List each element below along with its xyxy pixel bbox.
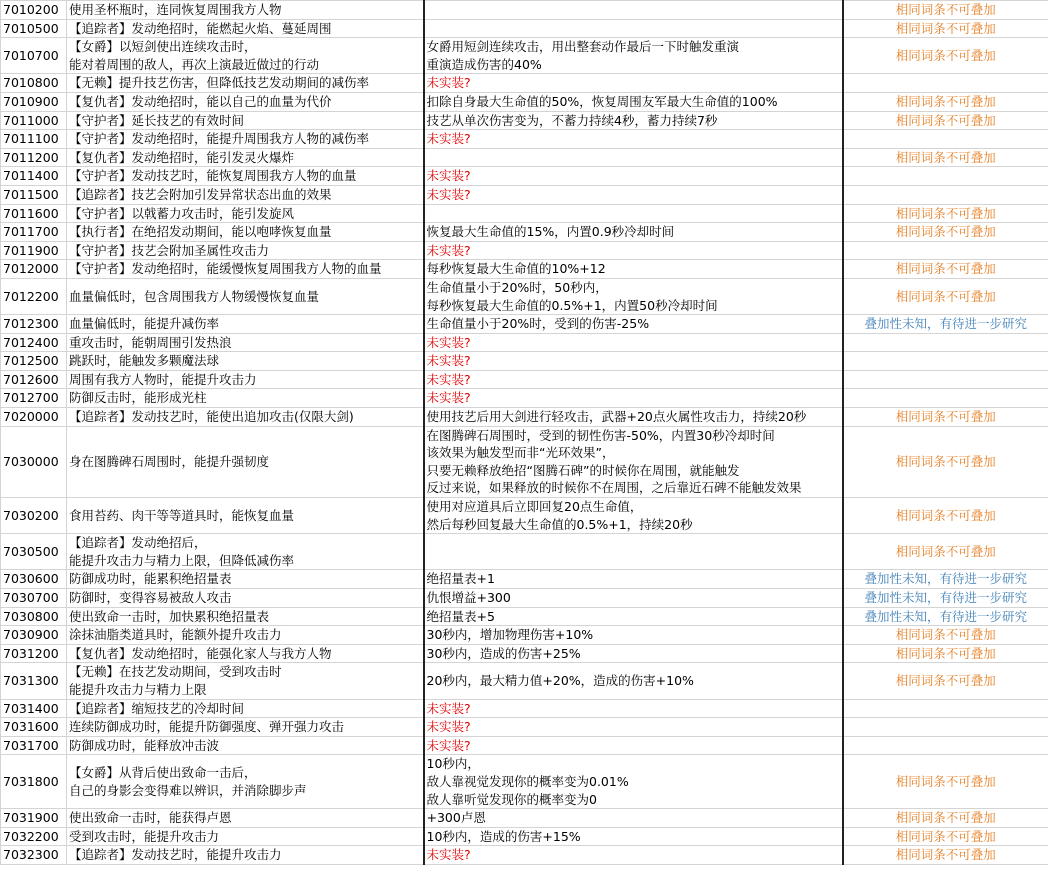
description-line: 涂抹油脂类道具时，能额外提升攻击力: [69, 627, 282, 643]
cell-description[interactable]: [67, 570, 424, 589]
description-line: 能提升攻击力与精力上限，但降低减伤率: [69, 552, 295, 568]
cell-stacking-note[interactable]: 相同词条不可叠加: [843, 111, 1048, 130]
cell-description[interactable]: [67, 278, 424, 314]
cell-effect[interactable]: [424, 223, 843, 242]
table-row: [1, 204, 1048, 223]
cell-description[interactable]: [67, 38, 424, 74]
cell-stacking-note[interactable]: [843, 333, 1048, 352]
cell-stacking-note[interactable]: 相同词条不可叠加: [843, 92, 1048, 111]
cell-description[interactable]: [67, 167, 424, 186]
cell-description[interactable]: [67, 736, 424, 755]
effect-line: 20秒内，最大精力值+20%，造成的伤害+10%: [426, 673, 694, 689]
table-row: [1, 352, 1048, 371]
table-row: [1, 589, 1048, 608]
cell-description[interactable]: [67, 111, 424, 130]
cell-id[interactable]: 7012400: [1, 333, 67, 352]
cell-stacking-note[interactable]: [843, 167, 1048, 186]
description-line: 自己的身影会变得难以辨识，并消除脚步声: [69, 782, 307, 798]
effect-line: 在图腾碑石周围时，受到的韧性伤害-50%，内置30秒冷却时间: [426, 427, 775, 443]
cell-description[interactable]: [67, 315, 424, 334]
cell-effect[interactable]: [424, 130, 843, 149]
cell-description[interactable]: [67, 626, 424, 645]
cell-effect[interactable]: [424, 333, 843, 352]
effect-line: 女爵用短剑连续攻击，用出整套动作最后一下时触发重演: [426, 39, 740, 55]
cell-description[interactable]: [67, 352, 424, 371]
description-line: 防御成功时，能累积绝招量表: [69, 571, 232, 587]
cell-id[interactable]: 7011400: [1, 167, 67, 186]
cell-id[interactable]: 7032200: [1, 827, 67, 846]
effect-line: 生命值量小于20%时，受到的伤害-25%: [426, 316, 650, 332]
cell-description[interactable]: [67, 333, 424, 352]
cell-effect[interactable]: [424, 204, 843, 223]
cell-stacking-note[interactable]: 相同词条不可叠加: [843, 626, 1048, 645]
table-row: [1, 38, 1048, 74]
cell-description[interactable]: [67, 809, 424, 828]
cell-description[interactable]: [67, 185, 424, 204]
table-row: [1, 370, 1048, 389]
effect-line: 使用技艺后用大剑进行轻攻击，武器+20点火属性攻击力，持续20秒: [426, 409, 807, 425]
cell-effect[interactable]: [424, 92, 843, 111]
unimplemented-flag: 未实装?: [426, 75, 471, 91]
cell-stacking-note[interactable]: 叠加性未知，有待进一步研究: [843, 589, 1048, 608]
effect-line: 只要无赖释放绝招“图腾石碑”的时候你在周围，就能触发: [426, 462, 740, 478]
cell-id[interactable]: 7030800: [1, 607, 67, 626]
table-row: [1, 19, 1048, 38]
cell-description[interactable]: [67, 19, 424, 38]
table-row: [1, 315, 1048, 334]
effect-line: 绝招量表+5: [426, 608, 495, 624]
cell-id[interactable]: 7011100: [1, 130, 67, 149]
cell-stacking-note[interactable]: 相同词条不可叠加: [843, 38, 1048, 74]
cell-id[interactable]: 7010700: [1, 38, 67, 74]
cell-stacking-note[interactable]: 相同词条不可叠加: [843, 408, 1048, 427]
effect-line: 30秒内，造成的伤害+25%: [426, 645, 581, 661]
cell-id[interactable]: 7010900: [1, 92, 67, 111]
cell-id[interactable]: 7031200: [1, 644, 67, 663]
cell-effect[interactable]: [424, 644, 843, 663]
cell-id[interactable]: 7012000: [1, 260, 67, 279]
table-row: [1, 846, 1048, 865]
table-row: [1, 827, 1048, 846]
table-row: [1, 736, 1048, 755]
cell-stacking-note[interactable]: [843, 241, 1048, 260]
table-row: [1, 755, 1048, 809]
table-row: [1, 699, 1048, 718]
table-row: [1, 74, 1048, 93]
table-row: [1, 185, 1048, 204]
description-line: 【复仇者】发动绝招时，能引发灵火爆炸: [69, 149, 295, 165]
cell-description[interactable]: [67, 260, 424, 279]
cell-description[interactable]: [67, 370, 424, 389]
cell-description[interactable]: [67, 846, 424, 865]
effect-line: +300卢恩: [426, 810, 486, 826]
effect-line: 技艺从单次伤害变为，不蓄力持续4秒，蓄力持续7秒: [426, 112, 718, 128]
cell-effect[interactable]: [424, 827, 843, 846]
table-row: [1, 148, 1048, 167]
cell-description[interactable]: [67, 426, 424, 497]
cell-description[interactable]: [67, 607, 424, 626]
description-line: 【守护者】发动技艺时，能恢复周围我方人物的血量: [69, 168, 357, 184]
cell-id[interactable]: 7030600: [1, 570, 67, 589]
cell-id[interactable]: 7030200: [1, 498, 67, 534]
table-row: [1, 333, 1048, 352]
unimplemented-flag: 未实装?: [426, 353, 471, 369]
cell-stacking-note[interactable]: [843, 699, 1048, 718]
cell-effect[interactable]: [424, 589, 843, 608]
effect-line: 重演造成伤害的40%: [426, 56, 542, 72]
table-row: [1, 111, 1048, 130]
effect-line: 反过来说，如果释放的时候你不在周围，之后靠近石碑不能触发效果: [426, 480, 802, 496]
cell-effect[interactable]: [424, 846, 843, 865]
unimplemented-flag: 未实装?: [426, 168, 471, 184]
unimplemented-flag: 未实装?: [426, 371, 471, 387]
table-body: [1, 1, 1048, 865]
description-line: 能提升攻击力与精力上限: [69, 681, 207, 697]
cell-stacking-note[interactable]: 相同词条不可叠加: [843, 148, 1048, 167]
cell-effect[interactable]: [424, 74, 843, 93]
cell-effect[interactable]: [424, 389, 843, 408]
description-line: 【女爵】以短剑使出连续攻击时，: [69, 39, 257, 55]
description-line: 【追踪者】发动技艺时，能提升攻击力: [69, 847, 282, 863]
unimplemented-flag: 未实装?: [426, 390, 471, 406]
cell-effect[interactable]: [424, 607, 843, 626]
effect-line: 10秒内，造成的伤害+15%: [426, 828, 581, 844]
table-row: [1, 663, 1048, 699]
cell-stacking-note[interactable]: 相同词条不可叠加: [843, 498, 1048, 534]
description-line: 重攻击时，能朝周围引发热浪: [69, 334, 232, 350]
table-row: [1, 278, 1048, 314]
cell-id[interactable]: 7012300: [1, 315, 67, 334]
cell-stacking-note[interactable]: 相同词条不可叠加: [843, 827, 1048, 846]
unimplemented-flag: 未实装?: [426, 847, 471, 863]
unimplemented-flag: 未实装?: [426, 700, 471, 716]
cell-id[interactable]: 7012600: [1, 370, 67, 389]
description-line: 【守护者】延长技艺的有效时间: [69, 112, 245, 128]
cell-stacking-note[interactable]: [843, 736, 1048, 755]
unimplemented-flag: 未实装?: [426, 131, 471, 147]
cell-effect[interactable]: [424, 663, 843, 699]
table-row: [1, 626, 1048, 645]
cell-id[interactable]: 7032300: [1, 846, 67, 865]
cell-id[interactable]: 7012500: [1, 352, 67, 371]
cell-effect[interactable]: [424, 315, 843, 334]
cell-description[interactable]: [67, 92, 424, 111]
cell-id[interactable]: 7011700: [1, 223, 67, 242]
effect-line: 10秒内，: [426, 756, 480, 772]
cell-description[interactable]: [67, 408, 424, 427]
table-row: [1, 644, 1048, 663]
cell-id[interactable]: 7010200: [1, 1, 67, 20]
description-line: 【无赖】在技艺发动期间，受到攻击时: [69, 664, 282, 680]
cell-id[interactable]: 7031800: [1, 755, 67, 809]
table-row: [1, 718, 1048, 737]
cell-effect[interactable]: [424, 718, 843, 737]
description-line: 血量偏低时，包含周围我方人物缓慢恢复血量: [69, 288, 320, 304]
table-row: [1, 498, 1048, 534]
cell-description[interactable]: [67, 74, 424, 93]
table-row: [1, 809, 1048, 828]
cell-stacking-note[interactable]: 叠加性未知，有待进一步研究: [843, 315, 1048, 334]
effect-line: 敌人靠听觉发现你的概率变为0: [426, 791, 597, 807]
description-line: 受到攻击时，能提升攻击力: [69, 828, 220, 844]
cell-id[interactable]: 7031900: [1, 809, 67, 828]
description-line: 食用苔药、肉干等等道具时，能恢复血量: [69, 507, 295, 523]
cell-effect[interactable]: [424, 408, 843, 427]
cell-effect[interactable]: [424, 626, 843, 645]
cell-stacking-note[interactable]: 相同词条不可叠加: [843, 260, 1048, 279]
description-line: 防御成功时，能释放冲击波: [69, 737, 220, 753]
cell-stacking-note[interactable]: [843, 130, 1048, 149]
cell-effect[interactable]: [424, 809, 843, 828]
description-line: 能对着周围的敌人，再次上演最近做过的行动: [69, 56, 320, 72]
cell-id[interactable]: 7011000: [1, 111, 67, 130]
effect-line: 敌人靠视觉发现你的概率变为0.01%: [426, 773, 629, 789]
effect-line: 每秒恢复最大生命值的10%+12: [426, 261, 606, 277]
cell-effect[interactable]: [424, 148, 843, 167]
cell-stacking-note[interactable]: 相同词条不可叠加: [843, 223, 1048, 242]
cell-effect[interactable]: [424, 699, 843, 718]
cell-effect[interactable]: [424, 370, 843, 389]
cell-description[interactable]: [67, 241, 424, 260]
cell-effect[interactable]: [424, 185, 843, 204]
cell-id[interactable]: 7031700: [1, 736, 67, 755]
table-row: [1, 1, 1048, 20]
unimplemented-flag: 未实装?: [426, 737, 471, 753]
cell-id[interactable]: 7011500: [1, 185, 67, 204]
cell-stacking-note[interactable]: [843, 185, 1048, 204]
cell-id[interactable]: 7031400: [1, 699, 67, 718]
cell-id[interactable]: 7031300: [1, 663, 67, 699]
cell-id[interactable]: 7030900: [1, 626, 67, 645]
effect-line: 绝招量表+1: [426, 571, 495, 587]
cell-stacking-note[interactable]: [843, 352, 1048, 371]
table-row: [1, 167, 1048, 186]
cell-effect[interactable]: [424, 755, 843, 809]
table-row: [1, 408, 1048, 427]
description-line: 【守护者】发动绝招时，能缓慢恢复周围我方人物的血量: [69, 261, 382, 277]
cell-description[interactable]: [67, 1, 424, 20]
effect-line: 生命值量小于20%时，50秒内，: [426, 279, 608, 295]
cell-id[interactable]: 7010500: [1, 19, 67, 38]
cell-stacking-note[interactable]: [843, 74, 1048, 93]
description-line: 连续防御成功时，能提升防御强度、弹开强力攻击: [69, 719, 345, 735]
unimplemented-flag: 未实装?: [426, 334, 471, 350]
cell-description[interactable]: [67, 130, 424, 149]
description-line: 使出致命一击时，加快累积绝招量表: [69, 608, 270, 624]
table-row: [1, 426, 1048, 497]
cell-effect[interactable]: [424, 1, 843, 20]
cell-stacking-note[interactable]: 相同词条不可叠加: [843, 534, 1048, 570]
cell-id[interactable]: 7012700: [1, 389, 67, 408]
cell-description[interactable]: [67, 827, 424, 846]
description-line: 【无赖】提升技艺伤害，但降低技艺发动期间的减伤率: [69, 75, 370, 91]
table-row: [1, 607, 1048, 626]
effect-line: 扣除自身最大生命值的50%，恢复周围友军最大生命值的100%: [426, 93, 778, 109]
table-row: [1, 223, 1048, 242]
cell-id[interactable]: 7030500: [1, 534, 67, 570]
cell-id[interactable]: 7010800: [1, 74, 67, 93]
table-row: [1, 130, 1048, 149]
description-line: 【复仇者】发动绝招时，能强化家人与我方人物: [69, 645, 332, 661]
unimplemented-flag: 未实装?: [426, 186, 471, 202]
cell-effect[interactable]: [424, 570, 843, 589]
table-row: [1, 570, 1048, 589]
cell-stacking-note[interactable]: 相同词条不可叠加: [843, 809, 1048, 828]
cell-effect[interactable]: [424, 736, 843, 755]
cell-stacking-note[interactable]: 相同词条不可叠加: [843, 19, 1048, 38]
cell-description[interactable]: [67, 148, 424, 167]
effect-line: 使用对应道具后立即回复20点生命值，: [426, 499, 643, 515]
cell-id[interactable]: 7012200: [1, 278, 67, 314]
cell-stacking-note[interactable]: 相同词条不可叠加: [843, 663, 1048, 699]
description-line: 【复仇者】发动绝招时，能以自己的血量为代价: [69, 93, 332, 109]
cell-stacking-note[interactable]: 相同词条不可叠加: [843, 755, 1048, 809]
effect-line: 仇恨增益+300: [426, 590, 511, 605]
cell-effect[interactable]: [424, 167, 843, 186]
cell-effect[interactable]: [424, 241, 843, 260]
cell-stacking-note[interactable]: 相同词条不可叠加: [843, 846, 1048, 865]
cell-id[interactable]: 7011900: [1, 241, 67, 260]
cell-effect[interactable]: [424, 352, 843, 371]
description-line: 使出致命一击时，能获得卢恩: [69, 810, 232, 826]
cell-description[interactable]: [67, 204, 424, 223]
cell-id[interactable]: 7011200: [1, 148, 67, 167]
description-line: 【守护者】发动绝招时，能提升周围我方人物的减伤率: [69, 131, 370, 147]
description-line: 身在图腾碑石周围时，能提升强韧度: [69, 454, 270, 470]
cell-id[interactable]: 7030700: [1, 589, 67, 608]
effect-line: 恢复最大生命值的15%，内置0.9秒冷却时间: [426, 224, 675, 240]
cell-effect[interactable]: [424, 534, 843, 570]
cell-description[interactable]: [67, 644, 424, 663]
cell-effect[interactable]: [424, 38, 843, 74]
cell-effect[interactable]: [424, 111, 843, 130]
cell-stacking-note[interactable]: [843, 370, 1048, 389]
cell-stacking-note[interactable]: [843, 718, 1048, 737]
description-line: 【执行者】在绝招发动期间，能以咆哮恢复血量: [69, 224, 332, 240]
description-line: 【追踪者】缩短技艺的冷却时间: [69, 700, 245, 716]
table-row: [1, 534, 1048, 570]
cell-id[interactable]: 7020000: [1, 408, 67, 427]
table-row: [1, 260, 1048, 279]
cell-stacking-note[interactable]: 相同词条不可叠加: [843, 204, 1048, 223]
table-row: [1, 389, 1048, 408]
unimplemented-flag: 未实装?: [426, 242, 471, 258]
description-line: 防御时，变得容易被敌人攻击: [69, 590, 232, 605]
cell-description[interactable]: [67, 699, 424, 718]
cell-effect[interactable]: [424, 498, 843, 534]
unimplemented-flag: 未实装?: [426, 719, 471, 735]
cell-id[interactable]: 7030000: [1, 426, 67, 497]
description-line: 【女爵】从背后使出致命一击后，: [69, 765, 257, 781]
effect-line: 30秒内，增加物理伤害+10%: [426, 627, 594, 643]
cell-description[interactable]: [67, 223, 424, 242]
effect-line: 该效果为触发型而非“光环效果”，: [426, 445, 615, 461]
description-line: 【追踪者】发动绝招后，: [69, 535, 207, 551]
description-line: 跳跃时，能触发多颗魔法球: [69, 353, 220, 369]
cell-description[interactable]: [67, 534, 424, 570]
cell-description[interactable]: [67, 498, 424, 534]
cell-id[interactable]: 7011600: [1, 204, 67, 223]
description-line: 防御反击时，能形成光柱: [69, 390, 207, 406]
cell-effect[interactable]: [424, 278, 843, 314]
cell-id[interactable]: 7031600: [1, 718, 67, 737]
cell-stacking-note[interactable]: 叠加性未知，有待进一步研究: [843, 607, 1048, 626]
cell-description[interactable]: [67, 718, 424, 737]
cell-stacking-note[interactable]: 相同词条不可叠加: [843, 426, 1048, 497]
cell-effect[interactable]: [424, 426, 843, 497]
cell-stacking-note[interactable]: 相同词条不可叠加: [843, 644, 1048, 663]
description-line: 【守护者】技艺会附加圣属性攻击力: [69, 242, 270, 258]
description-line: 血量偏低时，能提升减伤率: [69, 316, 220, 332]
cell-description[interactable]: [67, 389, 424, 408]
description-line: 【守护者】以戟蓄力攻击时，能引发旋风: [69, 205, 295, 221]
effect-line: 然后每秒回复最大生命值的0.5%+1，持续20秒: [426, 516, 693, 532]
effect-line: 每秒恢复最大生命值的0.5%+1，内置50秒冷却时间: [426, 297, 718, 313]
description-line: 【追踪者】发动绝招时，能燃起火焰、蔓延周围: [69, 20, 332, 36]
cell-effect[interactable]: [424, 19, 843, 38]
cell-description[interactable]: [67, 589, 424, 608]
description-line: 周围有我方人物时，能提升攻击力: [69, 371, 257, 387]
cell-stacking-note[interactable]: 相同词条不可叠加: [843, 278, 1048, 314]
table-row: [1, 92, 1048, 111]
cell-stacking-note[interactable]: 相同词条不可叠加: [843, 1, 1048, 20]
cell-stacking-note[interactable]: 叠加性未知，有待进一步研究: [843, 570, 1048, 589]
description-line: 【追踪者】发动技艺时，能使出追加攻击(仅限大剑): [69, 409, 354, 425]
cell-effect[interactable]: [424, 260, 843, 279]
cell-description[interactable]: [67, 755, 424, 809]
description-line: 使用圣杯瓶时，连同恢复周围我方人物: [69, 2, 282, 17]
cell-description[interactable]: [67, 663, 424, 699]
table-row: [1, 241, 1048, 260]
cell-stacking-note[interactable]: [843, 389, 1048, 408]
description-line: 【追踪者】技艺会附加引发异常状态出血的效果: [69, 186, 332, 202]
